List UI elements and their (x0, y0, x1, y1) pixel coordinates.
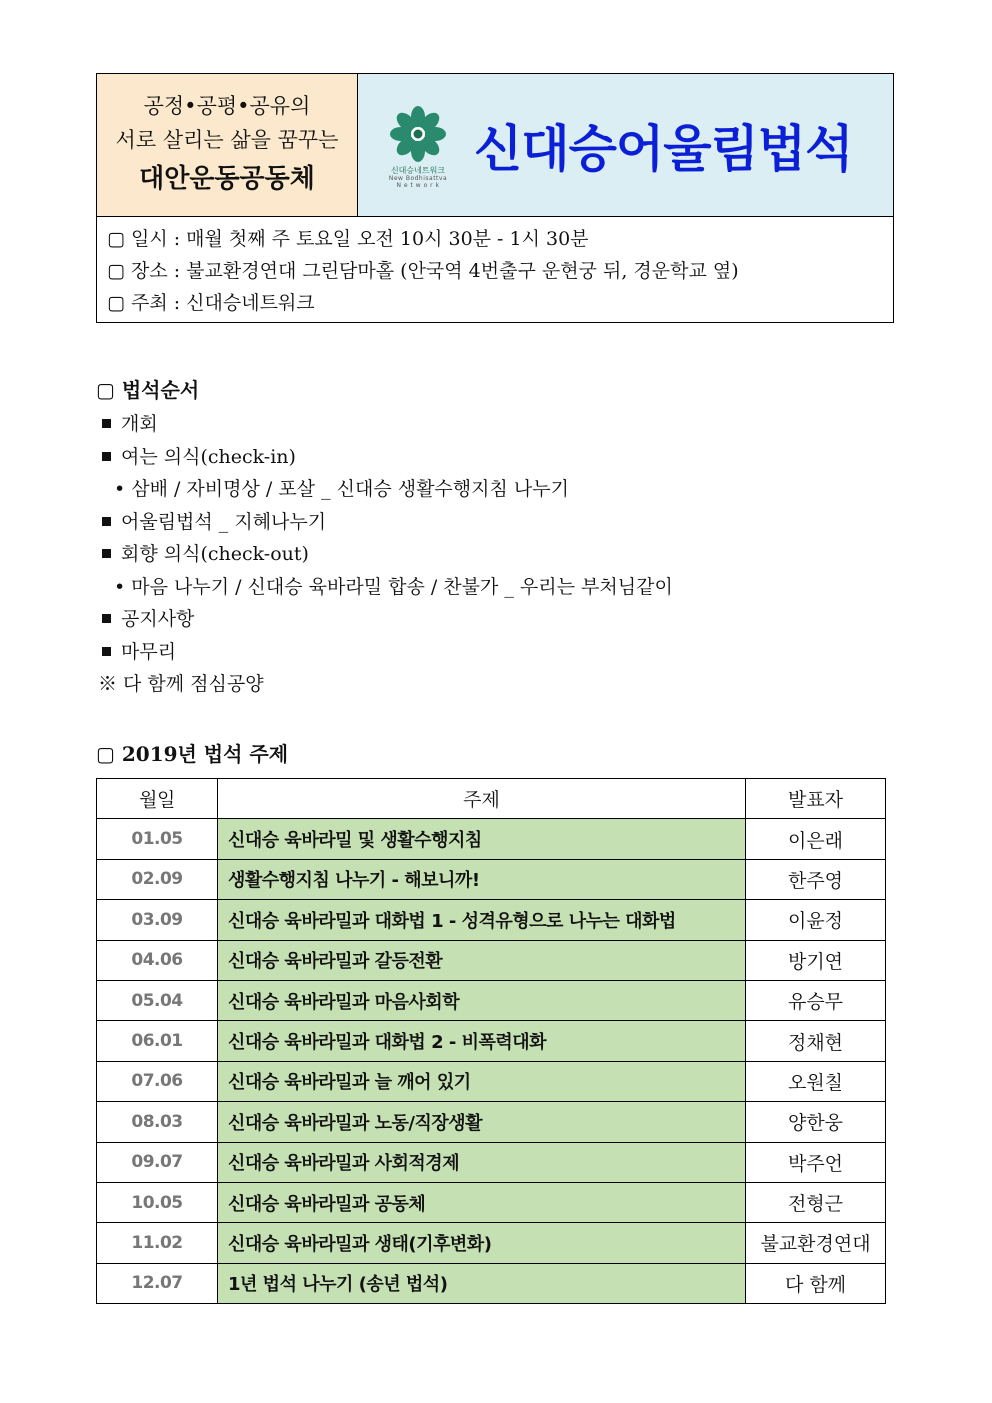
row-presenter: 이윤정 (746, 900, 886, 940)
table-row (97, 900, 886, 940)
row-topic: 신대승 육바라밀과 갈등전환 (218, 940, 746, 980)
order-item (98, 506, 798, 539)
row-date: 01.05 (97, 819, 218, 859)
row-date: 06.01 (97, 1021, 218, 1061)
row-presenter: 방기연 (746, 940, 886, 980)
table-row (97, 980, 886, 1020)
row-date: 03.09 (97, 900, 218, 940)
row-date: 08.03 (97, 1102, 218, 1142)
row-presenter: 유승무 (746, 980, 886, 1020)
table-row (97, 859, 886, 899)
order-item-text: • 마음 나누기 / 신대승 육바라밀 합송 / 찬불가 _ 우리는 부처님같이 (114, 575, 673, 598)
table-row (97, 819, 886, 859)
order-item-text: • 삼배 / 자비명상 / 포살 _ 신대승 생활수행지침 나누기 (114, 478, 569, 500)
row-date: 10.05 (97, 1182, 218, 1222)
square-bullet-icon (102, 549, 111, 558)
order-note (98, 668, 798, 701)
square-bullet-icon (102, 517, 111, 526)
event-header-box (96, 73, 894, 323)
order-subitem (98, 473, 798, 506)
order-item (98, 441, 798, 474)
row-presenter: 박주언 (746, 1142, 886, 1182)
row-date: 12.07 (97, 1263, 218, 1303)
row-date: 05.04 (97, 980, 218, 1020)
order-item-text: 어울림법석 _ 지혜나누기 (121, 510, 327, 533)
table-row (97, 1061, 886, 1101)
logo-caption: 신대승네트워크 (390, 165, 446, 175)
row-presenter: 정채현 (746, 1021, 886, 1061)
row-topic: 신대승 육바라밀과 늘 깨어 있기 (218, 1061, 746, 1101)
square-bullet-icon (102, 647, 111, 656)
event-title: 신대승어울림법석 (474, 120, 853, 178)
row-presenter: 이은래 (746, 819, 886, 859)
table-row (97, 1021, 886, 1061)
row-date: 09.07 (97, 1142, 218, 1182)
row-topic: 신대승 육바라밀과 노동/직장생활 (218, 1102, 746, 1142)
order-item (98, 636, 798, 669)
row-topic: 신대승 육바라밀과 대화법 1 - 성격유형으로 나누는 대화법 (218, 900, 746, 940)
order-item-text: 공지사항 (121, 608, 195, 630)
logo-subcaption-1: New Bodhisattva (388, 174, 448, 182)
order-section-title: ▢ 법석순서 (96, 378, 200, 402)
info-datetime: ▢ 일시 : 매월 첫째 주 토요일 오전 10시 30분 - 1시 30분 (107, 228, 589, 250)
row-topic: 생활수행지침 나누기 - 해보니까! (218, 859, 746, 899)
order-item-text: 여는 의식(check-in) (121, 445, 296, 468)
row-topic: 신대승 육바라밀과 사회적경제 (218, 1142, 746, 1182)
table-row (97, 1182, 886, 1222)
table-row (97, 1263, 886, 1303)
table-row (97, 1102, 886, 1142)
header-date: 월일 (97, 779, 218, 819)
order-item (98, 408, 798, 441)
row-date: 11.02 (97, 1223, 218, 1263)
row-topic: 신대승 육바라밀 및 생활수행지침 (218, 819, 746, 859)
row-presenter: 오원칠 (746, 1061, 886, 1101)
slogan-line-3: 대안운동공동체 (139, 164, 315, 194)
slogan-line-1: 공정•공평•공유의 (143, 94, 311, 118)
row-date: 04.06 (97, 940, 218, 980)
order-item-text: 마무리 (121, 640, 177, 663)
header-presenter: 발표자 (746, 779, 886, 819)
row-presenter: 전형근 (746, 1182, 886, 1222)
row-presenter: 다 함께 (746, 1263, 886, 1303)
square-bullet-icon (102, 452, 111, 461)
row-topic: 신대승 육바라밀과 생태(기후변화) (218, 1223, 746, 1263)
row-topic: 신대승 육바라밀과 대화법 2 - 비폭력대화 (218, 1021, 746, 1061)
order-item (98, 603, 798, 636)
order-item (98, 538, 798, 571)
row-presenter: 불교환경연대 (746, 1223, 886, 1263)
table-row (97, 1142, 886, 1182)
row-topic: 신대승 육바라밀과 공동체 (218, 1182, 746, 1222)
square-bullet-icon (102, 614, 111, 623)
network-logo (382, 102, 454, 189)
row-date: 07.06 (97, 1061, 218, 1101)
table-header-row (97, 779, 886, 819)
square-bullet-icon (102, 419, 111, 428)
table-row (97, 940, 886, 980)
schedule-table (96, 778, 886, 1304)
order-item-text: 개회 (121, 413, 158, 435)
event-info (97, 217, 893, 325)
brand-panel (358, 74, 893, 216)
order-item-text: 회향 의식(check-out) (121, 543, 309, 565)
row-topic: 신대승 육바라밀과 마음사회학 (218, 980, 746, 1020)
header-topic: 주제 (218, 779, 746, 819)
row-topic: 1년 법석 나누기 (송년 법석) (218, 1263, 746, 1303)
info-location: ▢ 장소 : 불교환경연대 그린담마홀 (안국역 4번출구 운현궁 뒤, 경운학교 옆) (107, 260, 739, 282)
row-presenter: 양한웅 (746, 1102, 886, 1142)
slogan-panel (97, 74, 358, 216)
header-top-row (97, 74, 893, 217)
schedule-section-title: ▢ 2019년 법석 주제 (96, 742, 289, 766)
table-row (97, 1223, 886, 1263)
slogan-line-2: 서로 살리는 삶을 꿈꾸는 (115, 128, 339, 152)
row-date: 02.09 (97, 859, 218, 899)
row-presenter: 한주영 (746, 859, 886, 899)
order-list (98, 408, 798, 701)
order-subitem (98, 571, 798, 604)
order-item-text: ※ 다 함께 점심공양 (98, 673, 264, 695)
logo-subcaption-2: N e t w o r k (396, 181, 440, 189)
lotus-flower-icon (386, 102, 450, 166)
info-host: ▢ 주최 : 신대승네트워크 (107, 292, 315, 314)
